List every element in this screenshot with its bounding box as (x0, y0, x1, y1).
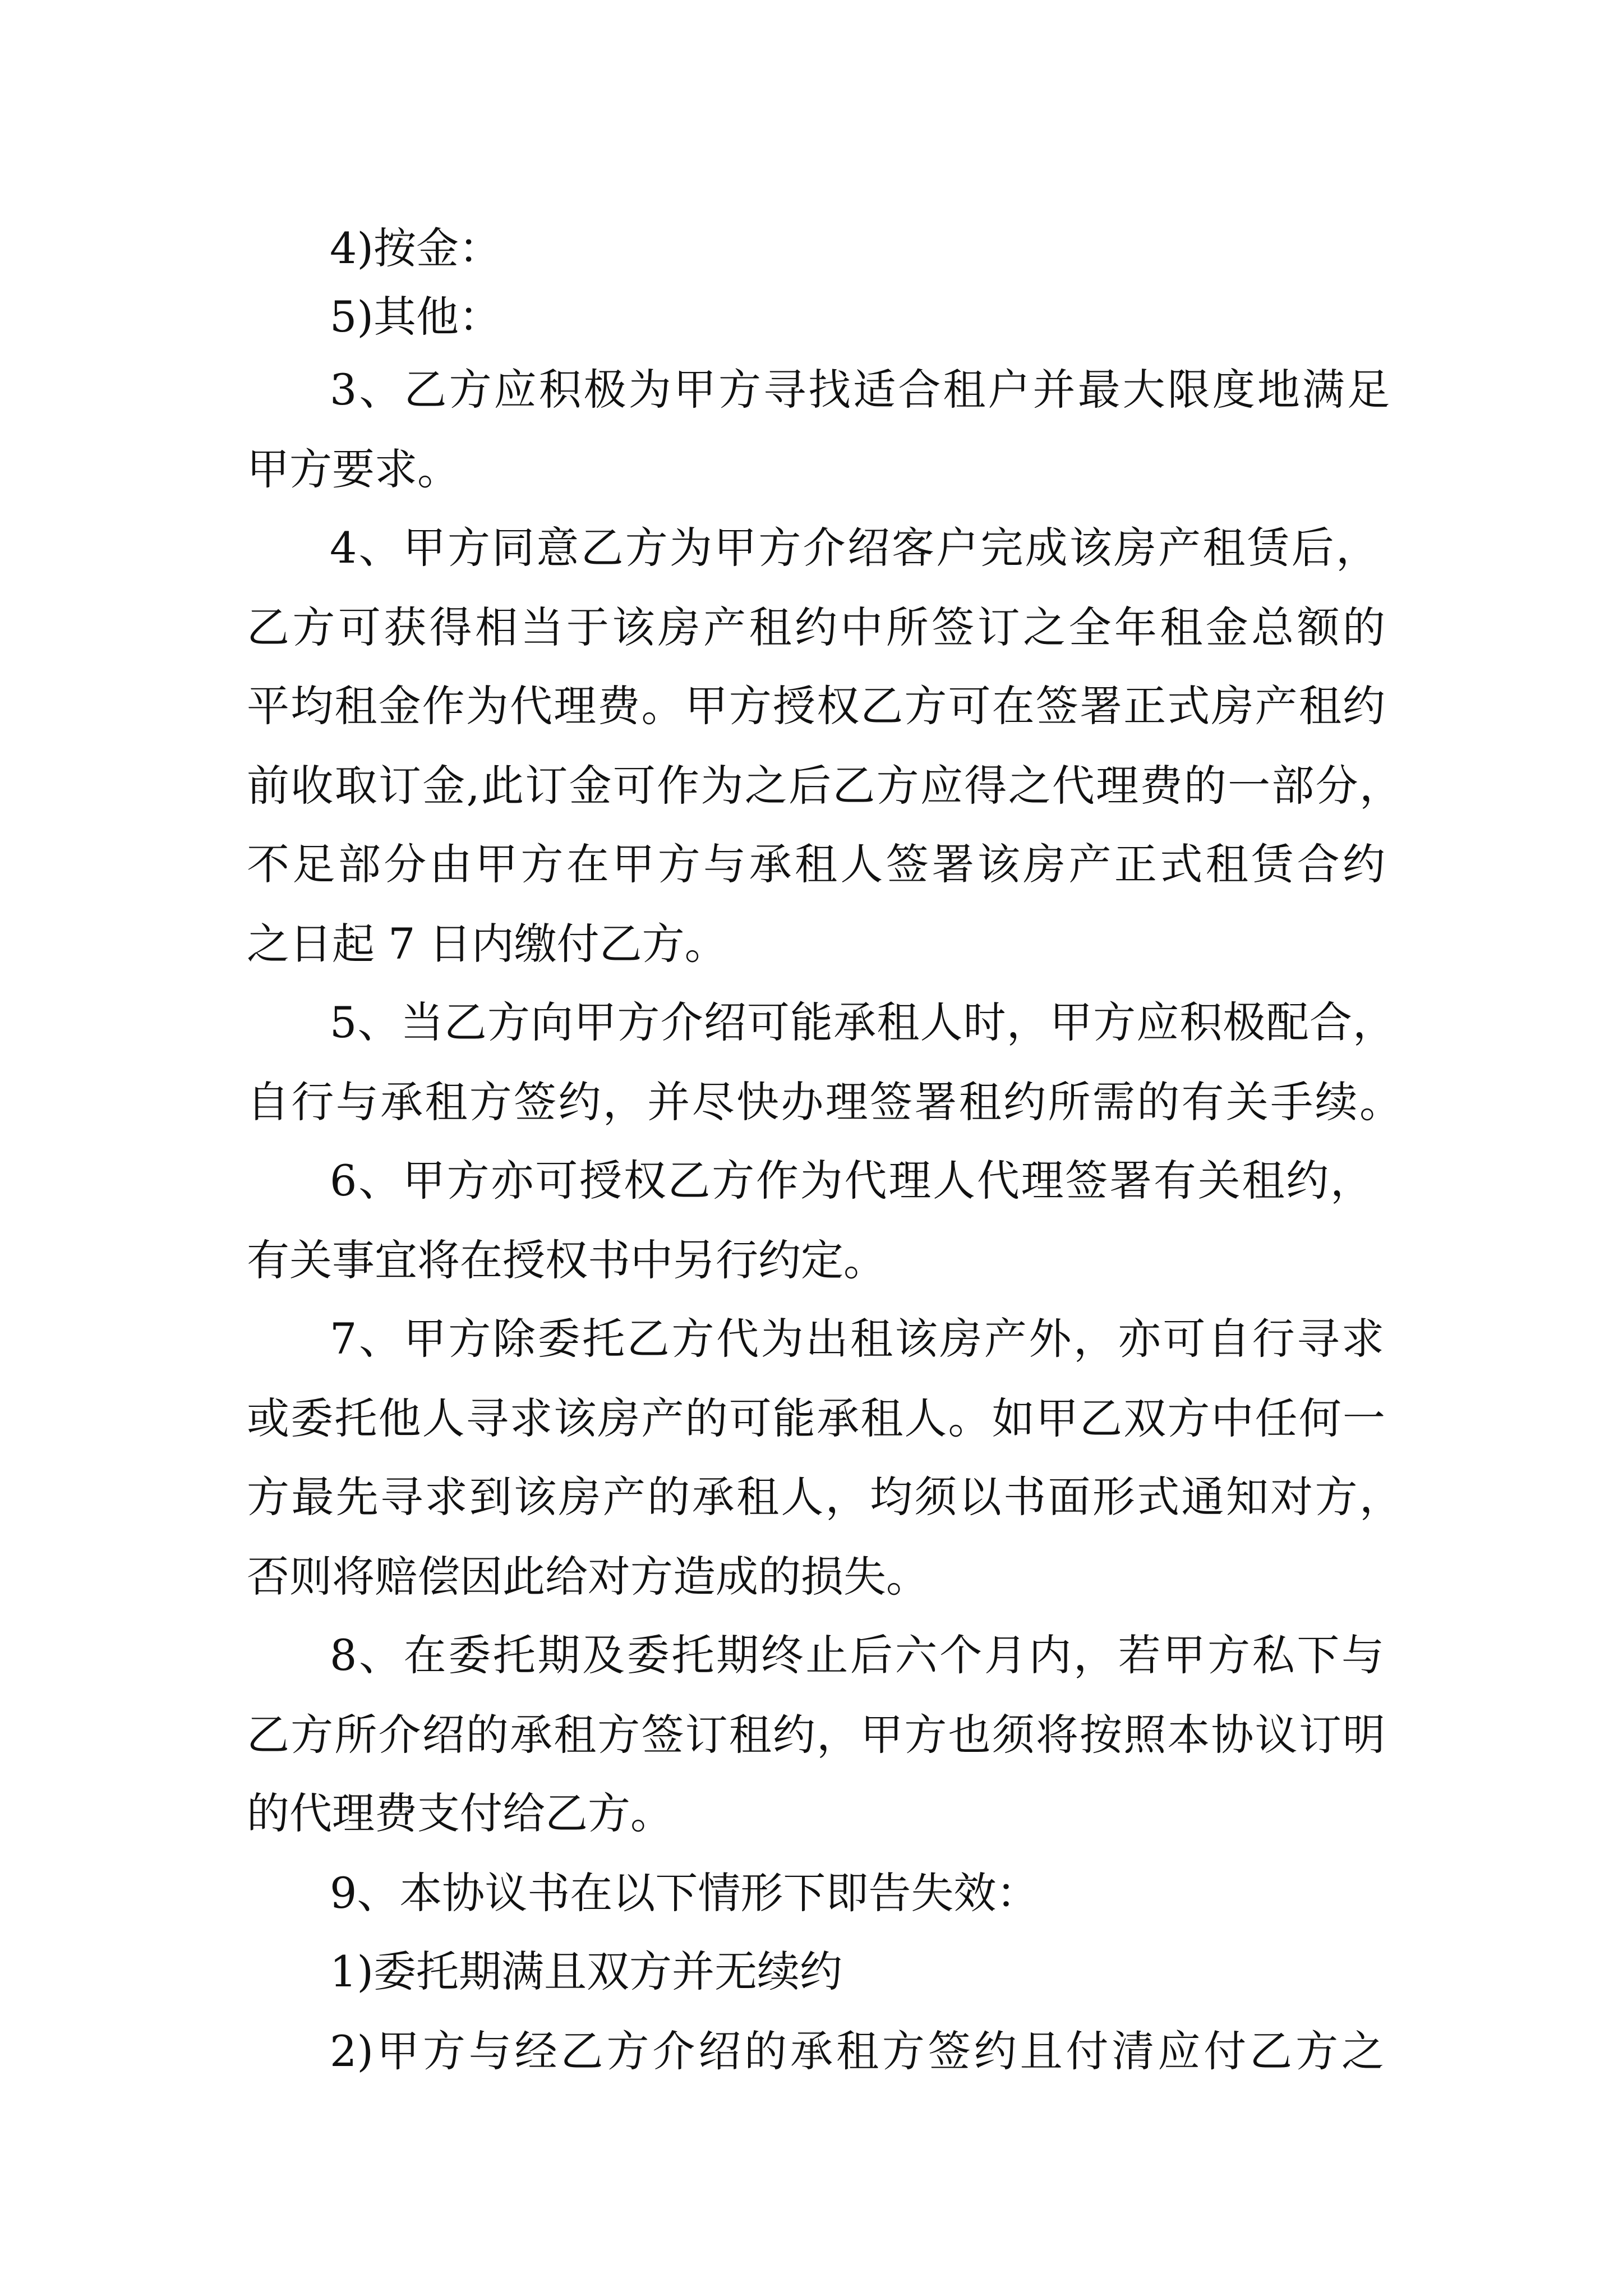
text-line: 前收取订金,此订金可作为之后乙方应得之代理费的一部分， (247, 761, 1402, 811)
text-line: 5、当乙方向甲方介绍可能承租人时，甲方应积极配合， (330, 997, 1395, 1047)
text-line: 7、甲方除委托乙方代为出租该房产外，亦可自行寻求 (330, 1314, 1384, 1364)
text-line: 乙方所介绍的承租方签订租约，甲方也须将按照本协议订明 (247, 1710, 1385, 1760)
text-line: 4、甲方同意乙方为甲方介绍客户完成该房产租赁后， (330, 523, 1378, 573)
text-line: 或委托他人寻求该房产的可能承租人。如甲乙双方中任何一 (247, 1393, 1385, 1443)
text-line: 否则将赔偿因此给对方造成的损失。 (247, 1552, 929, 1602)
text-line: 1)委托期满且双方并无续约 (330, 1947, 843, 1996)
text-line: 之日起 7 日内缴付乙方。 (247, 919, 727, 969)
text-line: 6、甲方亦可授权乙方作为代理人代理签署有关租约， (330, 1156, 1373, 1205)
text-line: 的代理费支付给乙方。 (247, 1788, 673, 1838)
text-line: 自行与承租方签约，并尽快办理签署租约所需的有关手续。 (247, 1077, 1402, 1127)
text-line: 有关事宜将在授权书中另行约定。 (247, 1235, 886, 1285)
text-line: 2)甲方与经乙方介绍的承租方签约且付清应付乙方之 (330, 2026, 1384, 2076)
text-line: 方最先寻求到该房产的承租人，均须以书面形式通知对方， (247, 1472, 1402, 1522)
text-line: 8、在委托期及委托期终止后六个月内，若甲方私下与 (330, 1630, 1384, 1680)
text-line: 不足部分由甲方在甲方与承租人签署该房产正式租赁合约 (247, 839, 1385, 889)
text-line: 5)其他： (330, 292, 502, 342)
text-line: 9、本协议书在以下情形下即告失效： (330, 1868, 1039, 1918)
text-line: 乙方可获得相当于该房产租约中所签订之全年租金总额的 (247, 602, 1385, 652)
text-line: 甲方要求。 (247, 444, 460, 494)
text-line: 3、乙方应积极为甲方寻找适合租户并最大限度地满足 (330, 365, 1390, 415)
text-line: 4)按金： (330, 223, 502, 273)
text-line: 平均租金作为代理费。甲方授权乙方可在签署正式房产租约 (247, 681, 1385, 731)
